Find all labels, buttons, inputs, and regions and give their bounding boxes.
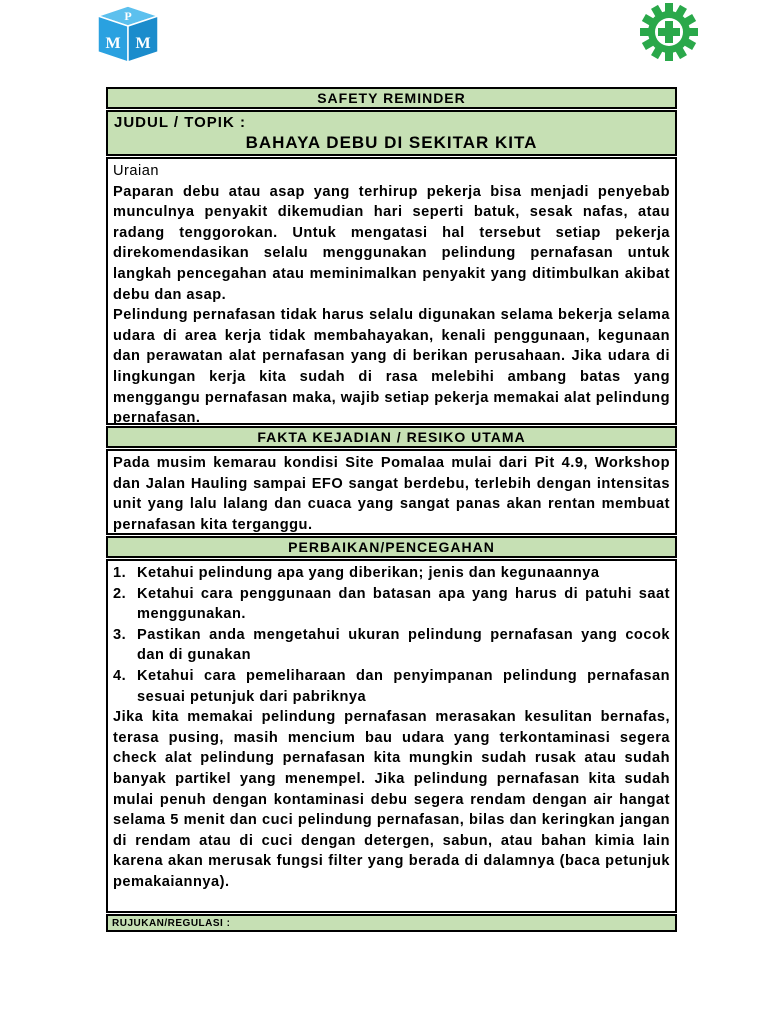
- list-item-number: 1.: [113, 565, 127, 581]
- list-item-number: 4.: [113, 667, 127, 684]
- logo-letter-right: M: [135, 35, 151, 52]
- list-item: [113, 666, 670, 707]
- list-item-number: 2.: [113, 585, 127, 602]
- list-item: [113, 584, 670, 625]
- uraian-paragraph-1: Paparan debu atau asap yang terhirup pekerja bisa menjadi penyebab munculnya penyakit dikemudian hari seperti batuk, sesak nafas, atau radang tenggorokan. Untuk mengatasi hal tersebut setiap pekerja direkomendasikan selalu menggunakan pelindung pernafasan untuk langkah pencegahan atau meminimalkan penyakit yang ditimbulkan akibat debu dan asap.: [113, 183, 670, 303]
- fakta-section: [106, 449, 677, 535]
- sheet-title: SAFETY REMINDER: [106, 87, 677, 109]
- list-item-text: Ketahui pelindung apa yang diberikan; jenis dan kegunaannya: [137, 565, 600, 581]
- safety-reminder-sheet: [106, 87, 677, 933]
- topic-title: BAHAYA DEBU DI SEKITAR KITA: [245, 133, 538, 152]
- safety-gear-cross-icon: [637, 3, 701, 61]
- list-item-text: Ketahui cara penggunaan dan batasan apa yang harus di patuhi saat menggunakan.: [137, 585, 670, 623]
- list-item-text: Pastikan anda mengetahui ukuran pelindung pernafasan yang cocok dan di gunakan: [137, 626, 670, 664]
- perbaikan-header: PERBAIKAN/PENCEGAHAN: [106, 536, 677, 558]
- topic-section: [106, 110, 677, 156]
- uraian-paragraph-2: Pelindung pernafasan tidak harus selalu digunakan selama bekerja selama udara di area kerja tidak membahayakan, kenali penggunaan, kegunaan dan perawatan alat pernafasan yang di berikan perusahaan. Jika udara di lingkungan kerja kita sudah di rasa melebihi ambang batas yang menggangu pernafasan maka, wajib setiap pekerja memakai alat pelindung pernafasan.: [113, 307, 670, 427]
- company-cube-logo: [92, 4, 164, 64]
- uraian-label: Uraian: [113, 163, 159, 179]
- list-item: [113, 563, 670, 584]
- uraian-section: [106, 157, 677, 425]
- logo-letter-left: M: [105, 35, 121, 52]
- topic-label: JUDUL / TOPIK :: [114, 114, 246, 131]
- rujukan-label: RUJUKAN/REGULASI :: [106, 914, 677, 932]
- prevention-steps-list: [113, 563, 670, 707]
- perbaikan-paragraph: Jika kita memakai pelindung pernafasan merasakan kesulitan bernafas, terasa pusing, masih mencium bau udara yang terkontaminasi segera check alat pelindung pernafasan kita mungkin sudah rusak atau sudah banyak partikel yang menempel. Jika pelindung pernafasan kita sudah mulai penuh dengan kontaminasi debu segera rendam dengan air hangat selama 5 menit dan cuci pelindung pernafasan, bilas dan keringkan jangan di rendam atau di cuci dengan detergen, sabun, atau bahan kimia lain karena akan merusak fungsi filter yang berada di dalamnya (baca petunjuk pemakaiannya).: [113, 709, 670, 890]
- fakta-header: FAKTA KEJADIAN / RESIKO UTAMA: [106, 426, 677, 448]
- fakta-text: Pada musim kemarau kondisi Site Pomalaa mulai dari Pit 4.9, Workshop dan Jalan Hauling sampai EFO sangat berdebu, terlebih dengan intensitas unit yang lalu lalang dan cuaca yang sangat panas akan rentan membuat pernafasan kita terganggu.: [113, 455, 670, 533]
- list-item-number: 3.: [113, 626, 127, 643]
- list-item: [113, 625, 670, 666]
- perbaikan-section: [106, 559, 677, 913]
- list-item-text: Ketahui cara pemeliharaan dan penyimpanan pelindung pernafasan sesuai petunjuk dari pabriknya: [137, 667, 670, 705]
- logo-letter-top: P: [124, 9, 132, 23]
